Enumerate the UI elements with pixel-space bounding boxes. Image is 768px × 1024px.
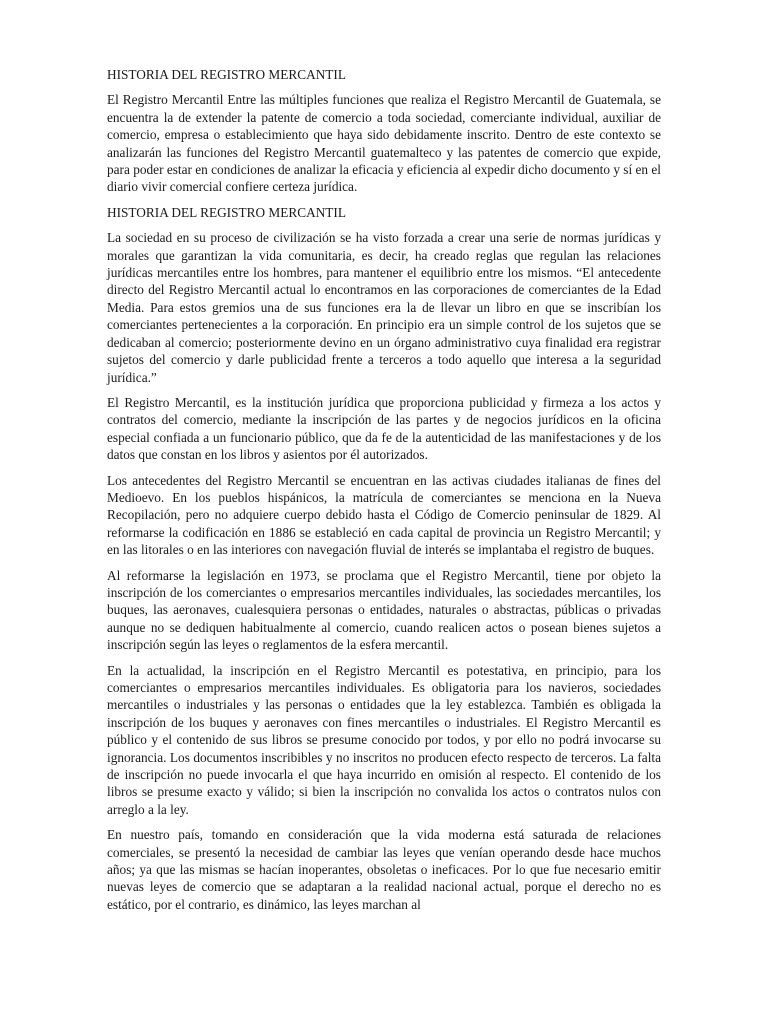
paragraph: El Registro Mercantil Entre las múltiples funciones que realiza el Registro Mercantil de Guatemala, se encuentra la de extender la patente de comercio a toda sociedad, comerciante individual, auxiliar de comercio, empresa o establecimiento que haya sido debidamente inscrito. Dentro de este contexto se analizarán las funciones del Registro Mercantil guatemalteco y las patentes de comercio que expide, para poder estar en condiciones de analizar la eficacia y eficiencia al expedir dicho documento y sí en el diario vivir comercial confiere certeza jurídica.	[107, 92, 661, 195]
paragraph: Al reformarse la legislación en 1973, se proclama que el Registro Mercantil, tiene por objeto la inscripción de los comerciantes o empresarios mercantiles individuales, las sociedades mercantiles, los buques, las aeronaves, cualesquiera personas o entidades, naturales o abstractas, públicas o privadas aunque no se dediquen habitualmente al comercio, cuando realicen actos o posean bienes sujetos a inscripción según las leyes o reglamentos de la esfera mercantil.	[107, 567, 661, 653]
section-heading: HISTORIA DEL REGISTRO MERCANTIL	[107, 67, 346, 82]
paragraph: El Registro Mercantil, es la institución jurídica que proporciona publicidad y firmeza a los actos y contratos del comercio, mediante la inscripción de las partes y de negocios jurídicos en la oficina especial confiada a un funcionario público, que da fe de la autenticidad de las manifestaciones y de los datos que constan en los libros y asientos por él autorizados.	[107, 394, 661, 463]
section-heading: HISTORIA DEL REGISTRO MERCANTIL	[107, 204, 346, 220]
paragraph: La sociedad en su proceso de civilización se ha visto forzada a crear una serie de normas jurídicas y morales que garantizan la vida comunitaria, es decir, ha creado reglas que regulan las relaciones jurídicas mercantiles entre los hombres, para mantener el equilibrio entre los mismos. “El antecedente directo del Registro Mercantil actual lo encontramos en las corporaciones de comerciantes de la Edad Media. Para estos gremios una de sus funciones era la de llevar un libro en que se inscribían los comerciantes pertenecientes a la corporación. En principio era un simple control de los sujetos que se dedicaban al comercio; posteriormente devino en un órgano administrativo cuya finalidad era registrar sujetos del comercio y darle publicidad frente a terceros a todo aquello que interesa a la seguridad jurídica.”	[107, 230, 661, 385]
document-page	[107, 66, 661, 921]
paragraph: En la actualidad, la inscripción en el Registro Mercantil es potestativa, en principio, para los comerciantes o empresarios mercantiles individuales. Es obligatoria para los navieros, sociedades mercantiles o industriales y las personas o entidades que la ley establezca. También es obligada la inscripción de los buques y aeronaves con fines mercantiles o industriales. El Registro Mercantil es público y el contenido de sus libros se presume conocido por todos, y por ello no podrá invocarse su ignorancia. Los documentos inscribibles y no inscritos no producen efecto respecto de terceros. La falta de inscripción no puede invocarla el que haya incurrido en omisión al respecto. El contenido de los libros se presume exacto y válido; si bien la inscripción no convalida los actos o contratos nulos con arreglo a la ley.	[107, 662, 661, 817]
paragraph: En nuestro país, tomando en consideración que la vida moderna está saturada de relaciones comerciales, se presentó la necesidad de cambiar las leyes que venían operando desde hace muchos años; ya que las mismas se hacían inoperantes, obsoletas o ineficaces. Por lo que fue necesario emitir nuevas leyes de comercio que se adaptaran a la realidad nacional actual, porque el derecho no es estático, por el contrario, es dinámico, las leyes marchan al	[107, 827, 661, 912]
paragraph: Los antecedentes del Registro Mercantil se encuentran en las activas ciudades italianas de fines del Medioevo. En los pueblos hispánicos, la matrícula de comerciantes se menciona en la Nueva Recopilación, pero no adquiere cuerpo debido hasta el Código de Comercio peninsular de 1829. Al reformarse la codificación en 1886 se estableció en cada capital de provincia un Registro Mercantil; y en las litorales o en las interiores con navegación fluvial de interés se implantaba el registro de buques.	[107, 472, 661, 558]
